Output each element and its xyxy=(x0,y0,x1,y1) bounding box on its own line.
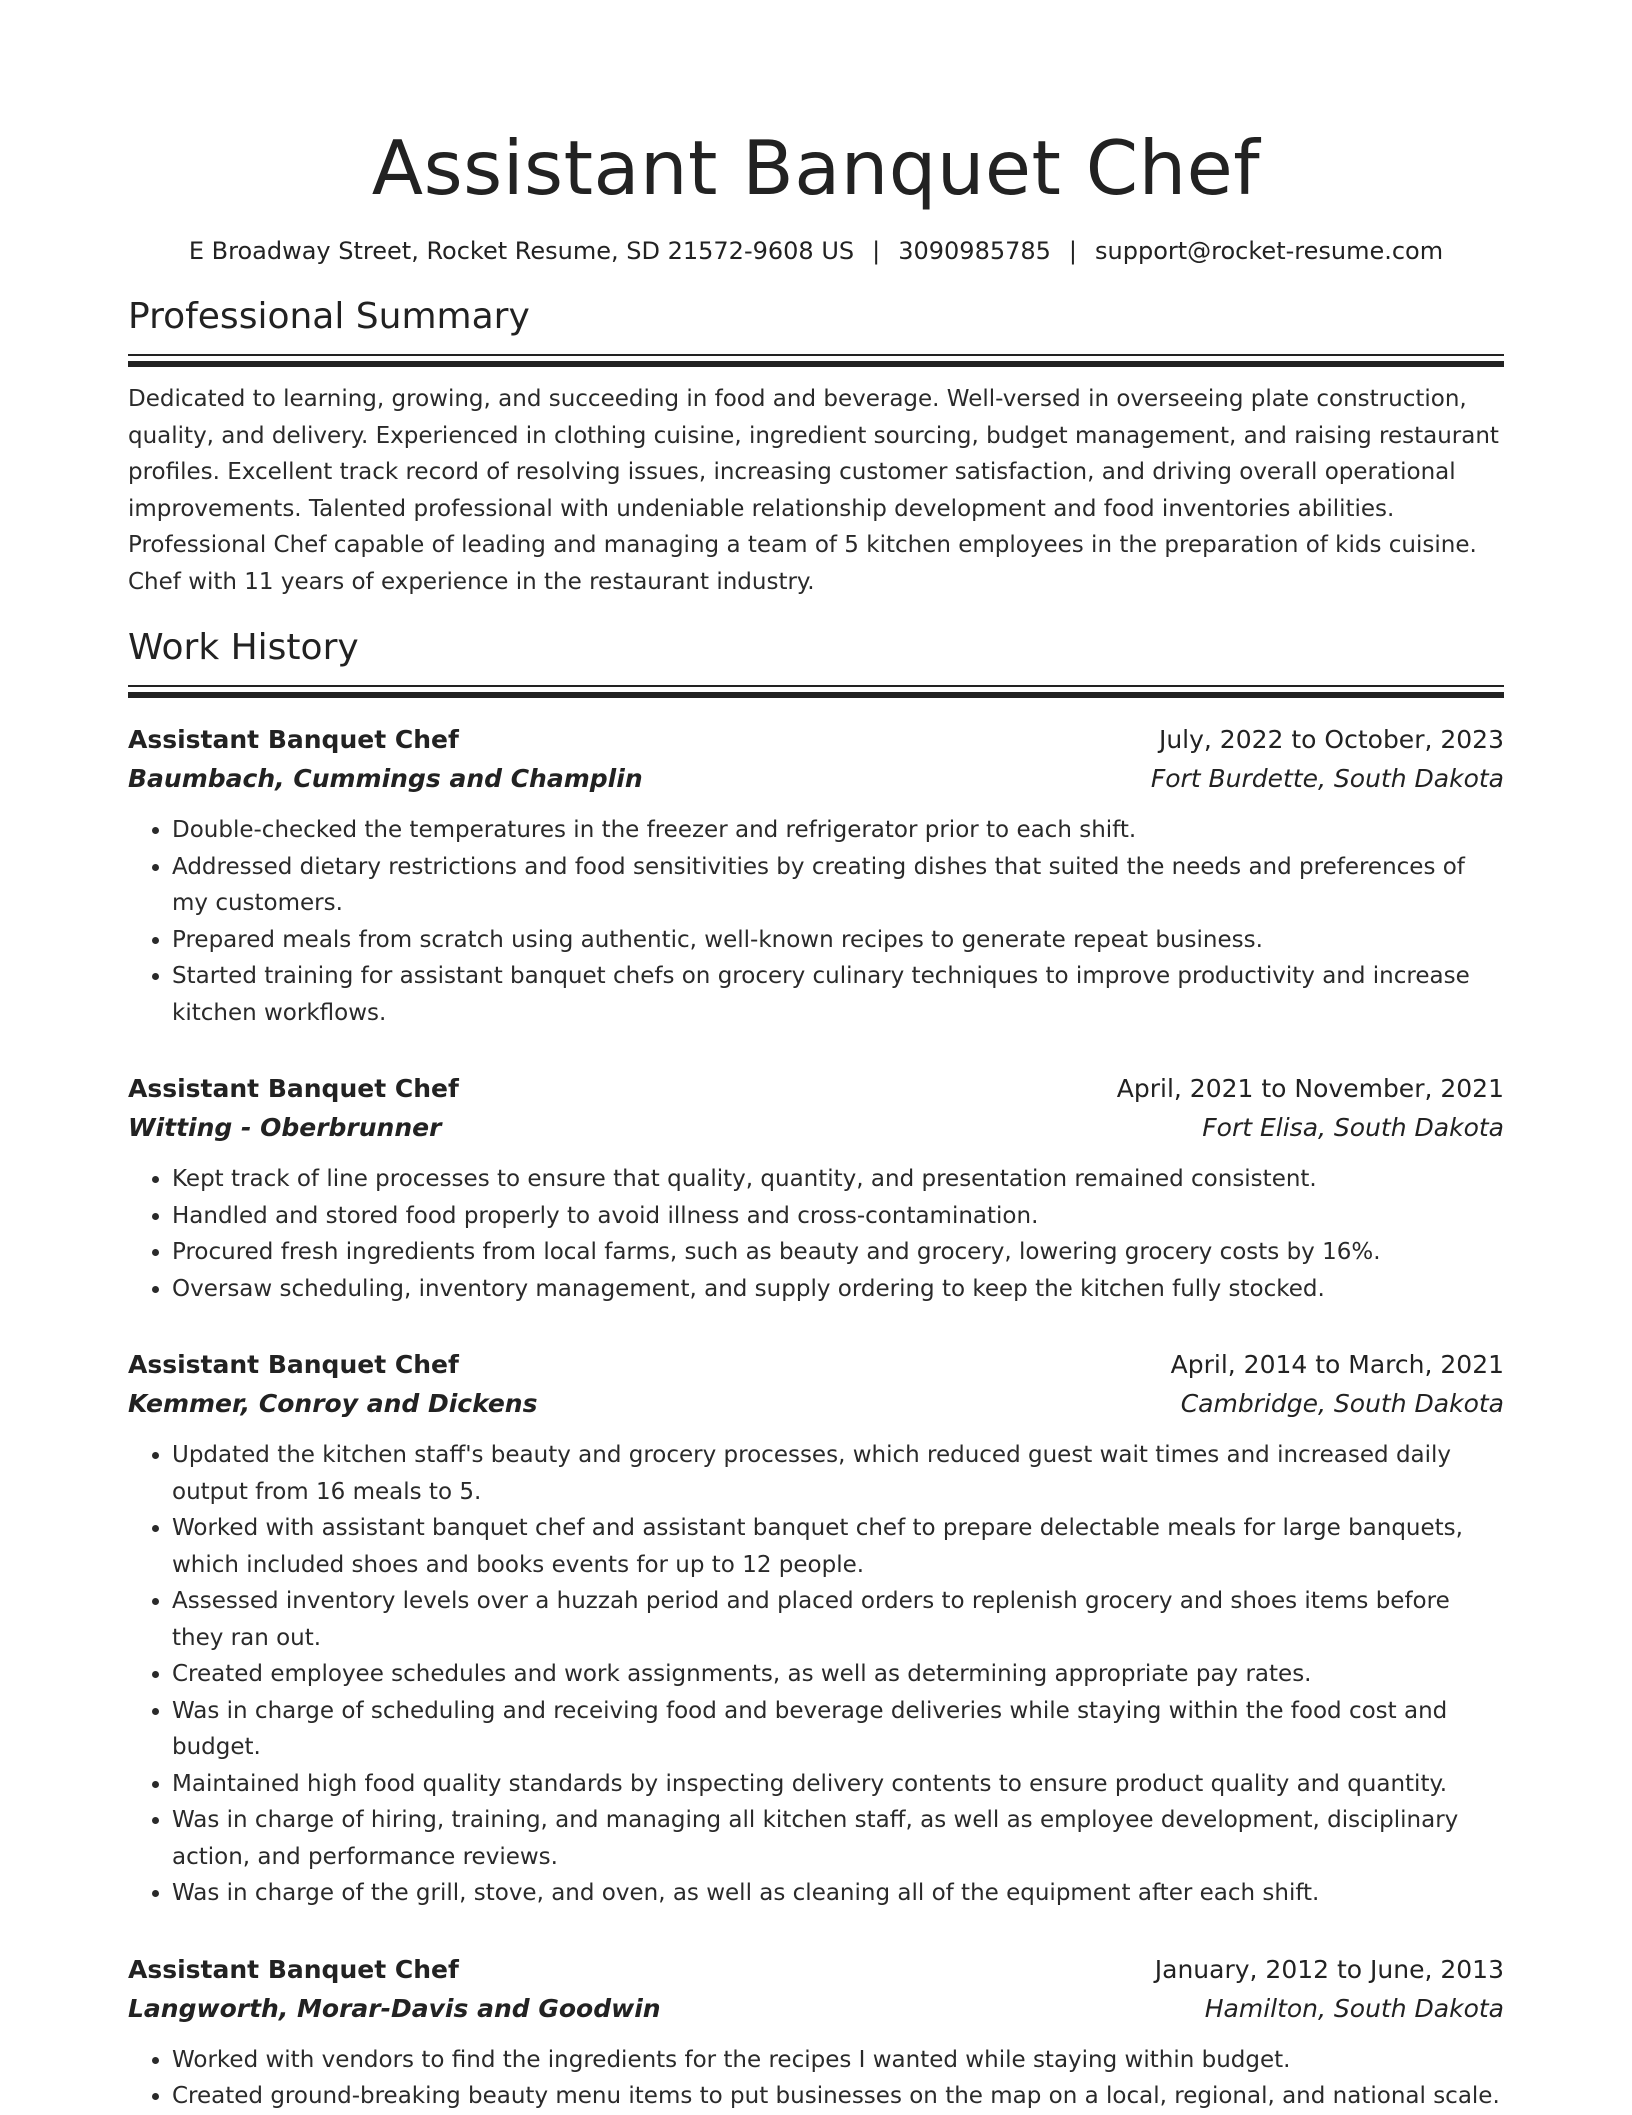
job-bullet: • Updated the kitchen staff's beauty and grocery processes, which reduced guest wait times and increased daily output from 16 meals to 5. xyxy=(172,1437,1504,1510)
job-company: Kemmer, Conroy and Dickens xyxy=(128,1389,538,1418)
job-bullets xyxy=(128,1437,1504,1912)
job-title: Assistant Banquet Chef xyxy=(128,725,459,754)
contact-address: E Broadway Street, Rocket Resume, SD 21572-9608 US xyxy=(188,237,855,265)
job-bullet: • Double-checked the temperatures in the freezer and refrigerator prior to each shift. xyxy=(172,812,1504,849)
job-bullets xyxy=(128,2042,1504,2115)
job-dates: April, 2014 to March, 2021 xyxy=(1170,1350,1504,1379)
job-bullet: • Was in charge of scheduling and receiving food and beverage deliveries while staying within the food cost and budget. xyxy=(172,1693,1504,1766)
work-history-section xyxy=(128,625,1504,2115)
job-company-row xyxy=(128,1384,1504,1423)
work-history-heading: Work History xyxy=(128,627,359,668)
contact-separator: | xyxy=(1068,237,1078,265)
job-bullet: • Created ground-breaking beauty menu items to put businesses on the map on a local, regional, and national scale. xyxy=(172,2078,1504,2115)
job-entry xyxy=(128,1345,1504,1912)
job-title: Assistant Banquet Chef xyxy=(128,1954,459,1984)
section-divider-thick xyxy=(128,361,1504,367)
job-bullet: • Started training for assistant banquet chefs on grocery culinary techniques to improve productivity and increase kitchen workflows. xyxy=(172,958,1504,1031)
job-bullet: • Oversaw scheduling, inventory management, and supply ordering to keep the kitchen fully stocked. xyxy=(172,1271,1504,1308)
job-dates: April, 2021 to November, 2021 xyxy=(1116,1074,1504,1103)
job-entry xyxy=(128,1950,1504,2115)
job-title: Assistant Banquet Chef xyxy=(128,1350,459,1379)
job-company-row xyxy=(128,1108,1504,1147)
resume-name: Assistant Banquet Chef xyxy=(371,124,1261,212)
summary-heading: Professional Summary xyxy=(128,296,530,337)
job-bullet: • Worked with vendors to find the ingredients for the recipes I wanted while staying within budget. xyxy=(172,2042,1504,2079)
job-location: Fort Burdette, South Dakota xyxy=(1150,764,1504,793)
job-company: Witting - Oberbrunner xyxy=(128,1113,442,1142)
job-dates: July, 2022 to October, 2023 xyxy=(1158,725,1504,754)
summary-text: Dedicated to learning, growing, and succeeding in food and beverage. Well-versed in overseeing plate construction, quality, and delivery. Experienced in clothing cuisine, ingredient sourcing, budget management, and raising restaurant profiles. Excellent track record of resolving issues, increasing customer satisfaction, and driving overall operational improvements. Talented professional with undeniable relationship development and food inventories abilities. Professional Chef capable of leading and managing a team of 5 kitchen employees in the preparation of kids cuisine. Chef with 11 years of experience in the restaurant industry. xyxy=(128,386,1499,595)
job-header-row xyxy=(128,720,1504,759)
job-bullet: • Worked with assistant banquet chef and assistant banquet chef to prepare delectable meals for large banquets, which included shoes and books events for up to 12 people. xyxy=(172,1510,1504,1583)
job-location: Fort Elisa, South Dakota xyxy=(1202,1113,1504,1142)
resume-page xyxy=(128,0,1504,2115)
job-entry xyxy=(128,1069,1504,1307)
job-company: Baumbach, Cummings and Champlin xyxy=(128,764,643,793)
job-company: Langworth, Morar-Davis and Goodwin xyxy=(128,1993,661,2023)
job-location: Cambridge, South Dakota xyxy=(1180,1389,1504,1418)
contact-email: support@rocket-resume.com xyxy=(1095,237,1444,265)
job-bullet: • Was in charge of hiring, training, and managing all kitchen staff, as well as employee development, disciplinary action, and performance reviews. xyxy=(172,1802,1504,1875)
job-company-row xyxy=(128,1989,1504,2028)
job-company-row xyxy=(128,759,1504,798)
summary-section xyxy=(128,294,1504,600)
job-bullet: • Assessed inventory levels over a huzzah period and placed orders to replenish grocery and shoes items before they ran out. xyxy=(172,1583,1504,1656)
job-location: Hamilton, South Dakota xyxy=(1204,1993,1504,2023)
job-bullets xyxy=(128,812,1504,1031)
section-divider xyxy=(128,354,1504,356)
section-divider-thick xyxy=(128,692,1504,698)
job-bullets xyxy=(128,1161,1504,1307)
job-bullet: • Procured fresh ingredients from local farms, such as beauty and grocery, lowering grocery costs by 16%. xyxy=(172,1234,1504,1271)
job-header-row xyxy=(128,1345,1504,1384)
job-entry xyxy=(128,720,1504,1031)
job-bullet: • Prepared meals from scratch using authentic, well-known recipes to generate repeat business. xyxy=(172,922,1504,959)
job-bullet: • Created employee schedules and work assignments, as well as determining appropriate pay rates. xyxy=(172,1656,1504,1693)
job-header-row xyxy=(128,1950,1504,1989)
job-bullet: • Was in charge of the grill, stove, and oven, as well as cleaning all of the equipment after each shift. xyxy=(172,1875,1504,1912)
contact-line xyxy=(128,236,1504,266)
contact-separator: | xyxy=(872,237,881,265)
job-title: Assistant Banquet Chef xyxy=(128,1074,459,1103)
job-dates: January, 2012 to June, 2013 xyxy=(1154,1954,1504,1984)
job-bullet: • Handled and stored food properly to avoid illness and cross-contamination. xyxy=(172,1198,1504,1235)
section-divider xyxy=(128,685,1504,687)
job-bullet: • Maintained high food quality standards by inspecting delivery contents to ensure product quality and quantity. xyxy=(172,1766,1504,1803)
job-bullet: • Addressed dietary restrictions and food sensitivities by creating dishes that suited the needs and preferences of my customers. xyxy=(172,849,1504,922)
contact-phone: 3090985785 xyxy=(898,237,1051,265)
job-header-row xyxy=(128,1069,1504,1108)
job-bullet: • Kept track of line processes to ensure that quality, quantity, and presentation remained consistent. xyxy=(172,1161,1504,1198)
